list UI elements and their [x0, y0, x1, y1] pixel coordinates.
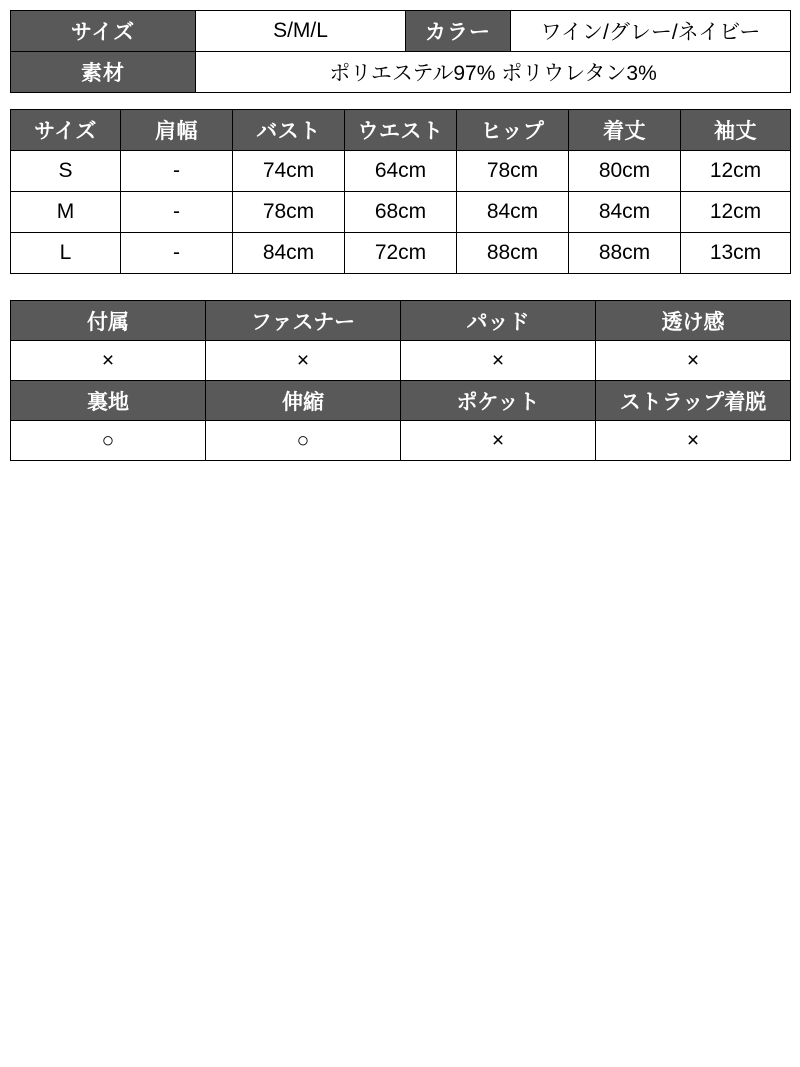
measurement-header-cell: ウエスト	[345, 110, 457, 151]
feature-header-row	[11, 381, 791, 421]
spec-value-size: S/M/L	[196, 11, 406, 52]
feature-header-cell: ファスナー	[206, 301, 401, 341]
measurement-cell: 84cm	[569, 192, 681, 233]
feature-header-cell: 透け感	[596, 301, 791, 341]
table-row	[11, 11, 791, 52]
feature-header-row	[11, 301, 791, 341]
measurement-cell: 13cm	[681, 233, 791, 274]
feature-header-cell: 裏地	[11, 381, 206, 421]
measurement-header-cell: ヒップ	[457, 110, 569, 151]
feature-value-cell: ×	[401, 341, 596, 381]
spec-value-color: ワイン/グレー/ネイビー	[511, 11, 791, 52]
feature-header-cell: ポケット	[401, 381, 596, 421]
spec-label-material: 素材	[11, 52, 196, 93]
table-row	[11, 421, 791, 461]
spec-label-color: カラー	[406, 11, 511, 52]
measurement-cell: 72cm	[345, 233, 457, 274]
spec-value-material: ポリエステル97% ポリウレタン3%	[196, 52, 791, 93]
feature-header-cell: パッド	[401, 301, 596, 341]
measurement-cell: 84cm	[457, 192, 569, 233]
spec-label-size: サイズ	[11, 11, 196, 52]
feature-value-cell: ×	[596, 421, 791, 461]
feature-value-cell: ×	[401, 421, 596, 461]
table-row	[11, 233, 791, 274]
measurement-cell: L	[11, 233, 121, 274]
measurement-cell: 78cm	[233, 192, 345, 233]
feature-table	[10, 300, 791, 461]
measurement-cell: 78cm	[457, 151, 569, 192]
table-row	[11, 192, 791, 233]
measurement-cell: 74cm	[233, 151, 345, 192]
measurement-cell: 88cm	[457, 233, 569, 274]
feature-header-cell: 伸縮	[206, 381, 401, 421]
feature-value-cell: ○	[11, 421, 206, 461]
measurement-header-cell: サイズ	[11, 110, 121, 151]
measurement-cell: 12cm	[681, 192, 791, 233]
measurement-header-cell: 袖丈	[681, 110, 791, 151]
measurement-cell: 88cm	[569, 233, 681, 274]
measurement-cell: M	[11, 192, 121, 233]
feature-value-cell: ×	[596, 341, 791, 381]
measurement-cell: 84cm	[233, 233, 345, 274]
measurement-cell: 80cm	[569, 151, 681, 192]
feature-value-cell: ○	[206, 421, 401, 461]
measurement-header-cell: 着丈	[569, 110, 681, 151]
feature-value-cell: ×	[11, 341, 206, 381]
measurement-header-row	[11, 110, 791, 151]
measurement-header-cell: 肩幅	[121, 110, 233, 151]
table-row	[11, 52, 791, 93]
measurement-header-cell: バスト	[233, 110, 345, 151]
table-row	[11, 341, 791, 381]
measurement-table	[10, 109, 791, 274]
measurement-cell: -	[121, 192, 233, 233]
measurement-cell: 12cm	[681, 151, 791, 192]
feature-header-cell: 付属	[11, 301, 206, 341]
measurement-cell: 68cm	[345, 192, 457, 233]
measurement-cell: -	[121, 233, 233, 274]
measurement-cell: S	[11, 151, 121, 192]
table-row	[11, 151, 791, 192]
feature-value-cell: ×	[206, 341, 401, 381]
measurement-cell: 64cm	[345, 151, 457, 192]
spec-summary-table	[10, 10, 791, 93]
measurement-cell: -	[121, 151, 233, 192]
feature-header-cell: ストラップ着脱	[596, 381, 791, 421]
